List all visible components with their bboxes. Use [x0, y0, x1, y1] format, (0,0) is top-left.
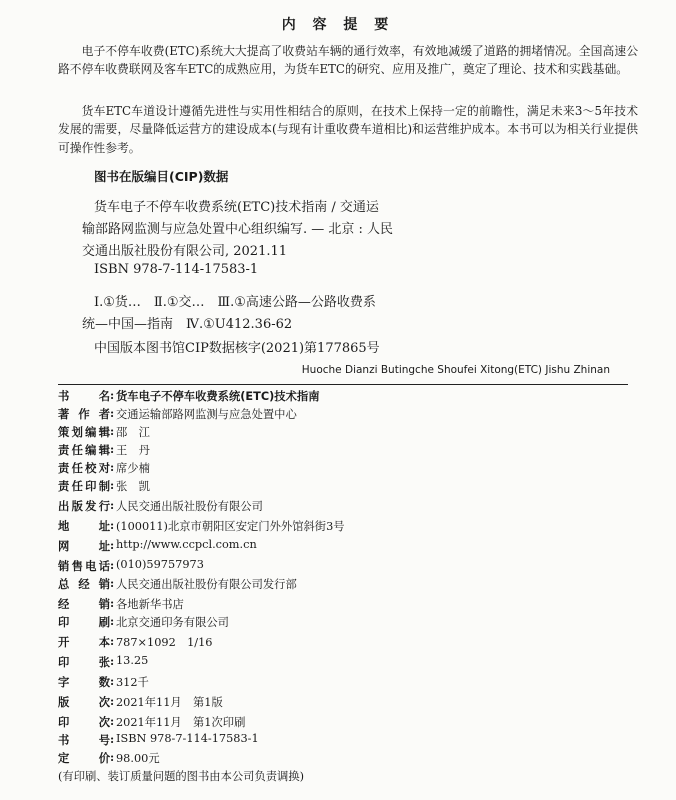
- detail-row-isbn: 书号 : ISBN 978-7-114-17583-1: [58, 732, 259, 747]
- detail-row-price: 定价 : 98.00元: [58, 750, 160, 765]
- detail-label: 开本: [58, 636, 110, 649]
- detail-label: 印张: [58, 656, 110, 669]
- detail-value: 各地新华书店: [116, 598, 184, 611]
- page-title: 内 容 提 要: [281, 17, 395, 33]
- cip-line: 输部路网监测与应急处置中心组织编写. — 北京 : 人民: [82, 222, 394, 237]
- detail-value: 2021年11月 第1次印刷: [116, 716, 246, 729]
- detail-row-word-count: 字数 : 312千: [58, 674, 149, 689]
- detail-row-responsible-editor: 责任编辑 : 王 丹: [58, 442, 150, 457]
- detail-row-printer: 印刷 : 北京交通印务有限公司: [58, 614, 229, 629]
- summary-paragraph: 电子不停车收费(ETC)系统大大提高了收费站车辆的通行效率，有效地减缓了道路的拥堵情况。全国高速公路不停车收费联网及客车ETC的成熟应用，为货车ETC的研究、应用及推广，奠定了理论、技术和实践基础。: [58, 44, 638, 77]
- detail-row-address: 地址 : (100011)北京市朝阳区安定门外外馆斜街3号: [58, 518, 345, 533]
- detail-label: 字数: [58, 676, 110, 689]
- cip-line: 货车电子不停车收费系统(ETC)技术指南 / 交通运: [94, 200, 379, 215]
- detail-label: 版次: [58, 696, 110, 709]
- cip-line: 统—中国—指南 Ⅳ.①U412.36-62: [82, 317, 293, 332]
- detail-label: 地址: [58, 520, 110, 533]
- divider: [58, 384, 628, 385]
- pinyin-title: Huoche Dianzi Butingche Shoufei Xitong(ETC) Jishu Zhinan: [301, 364, 610, 376]
- detail-row-proofreader: 责任校对 : 席少楠: [58, 460, 150, 475]
- detail-value: 张 凯: [116, 480, 150, 493]
- detail-label: 书号: [58, 734, 110, 747]
- detail-label: 出版发行: [58, 500, 110, 513]
- detail-value: 13.25: [116, 654, 149, 667]
- cip-heading: 图书在版编目(CIP)数据: [94, 169, 229, 184]
- detail-value: 王 丹: [116, 444, 150, 457]
- cip-line: Ⅰ.①货… Ⅱ.①交… Ⅲ.①高速公路—公路收费系: [94, 295, 376, 310]
- detail-label: 印刷: [58, 616, 110, 629]
- quality-note: (有印刷、装订质量问题的图书由本公司负责调换): [58, 770, 305, 783]
- detail-row-format: 开本 : 787×1092 1/16: [58, 634, 213, 649]
- summary-paragraph: 货车ETC车道设计遵循先进性与实用性相结合的原则，在技术上保持一定的前瞻性，满足未来3～5年技术发展的需要，尽量降低运营方的建设成本(与现有计重收费车道相比)和运营维护成本。本书可以为相关行业提供可操作性参考。: [58, 104, 638, 155]
- detail-value: 邵 江: [116, 426, 150, 439]
- detail-value: (010)59757973: [116, 558, 204, 571]
- detail-label: 书名: [58, 390, 110, 403]
- detail-value: 人民交通出版社股份有限公司: [116, 500, 263, 513]
- detail-value: 交通运输部路网监测与应急处置中心: [116, 408, 297, 421]
- detail-value: 人民交通出版社股份有限公司发行部: [116, 578, 297, 591]
- detail-label: 网址: [58, 540, 110, 553]
- detail-row-title: 书名 : 货车电子不停车收费系统(ETC)技术指南: [58, 388, 320, 403]
- detail-label: 策划编辑: [58, 426, 110, 439]
- detail-row-printing: 印次 : 2021年11月 第1次印刷: [58, 714, 246, 729]
- detail-value: 货车电子不停车收费系统(ETC)技术指南: [116, 390, 320, 403]
- cip-line: ISBN 978-7-114-17583-1: [94, 262, 259, 277]
- detail-row-edition: 版次 : 2021年11月 第1版: [58, 694, 223, 709]
- detail-label: 总经销: [58, 578, 110, 591]
- detail-label: 著作者: [58, 408, 110, 421]
- detail-row-sales-phone: 销售电话 : (010)59757973: [58, 558, 204, 573]
- detail-label: 经销: [58, 598, 110, 611]
- detail-value: http://www.ccpcl.com.cn: [116, 538, 257, 551]
- detail-label: 责任编辑: [58, 444, 110, 457]
- detail-label: 定价: [58, 752, 110, 765]
- detail-row-website: 网址 : http://www.ccpcl.com.cn: [58, 538, 257, 553]
- detail-label: 销售电话: [58, 560, 110, 573]
- detail-value: 98.00元: [116, 752, 160, 765]
- cip-line: 交通出版社股份有限公司, 2021.11: [82, 244, 288, 259]
- detail-label: 印次: [58, 716, 110, 729]
- detail-value: 席少楠: [116, 462, 150, 475]
- detail-row-publisher: 出版发行 : 人民交通出版社股份有限公司: [58, 498, 263, 513]
- detail-value: 787×1092 1/16: [116, 636, 213, 649]
- detail-row-print-manager: 责任印制 : 张 凯: [58, 478, 150, 493]
- detail-row-sales: 经销 : 各地新华书店: [58, 596, 184, 611]
- detail-row-author: 著作者 : 交通运输部路网监测与应急处置中心: [58, 406, 297, 421]
- detail-value: 312千: [116, 676, 149, 689]
- detail-value: 2021年11月 第1版: [116, 696, 223, 709]
- detail-row-distributor: 总经销 : 人民交通出版社股份有限公司发行部: [58, 576, 297, 591]
- detail-row-sheets: 印张 : 13.25: [58, 654, 149, 669]
- detail-row-planning-editor: 策划编辑 : 邵 江: [58, 424, 150, 439]
- detail-value: ISBN 978-7-114-17583-1: [116, 732, 259, 745]
- cip-line: 中国版本图书馆CIP数据核字(2021)第177865号: [94, 341, 380, 356]
- detail-value: (100011)北京市朝阳区安定门外外馆斜街3号: [116, 520, 345, 533]
- detail-value: 北京交通印务有限公司: [116, 616, 229, 629]
- detail-label: 责任印制: [58, 480, 110, 493]
- detail-label: 责任校对: [58, 462, 110, 475]
